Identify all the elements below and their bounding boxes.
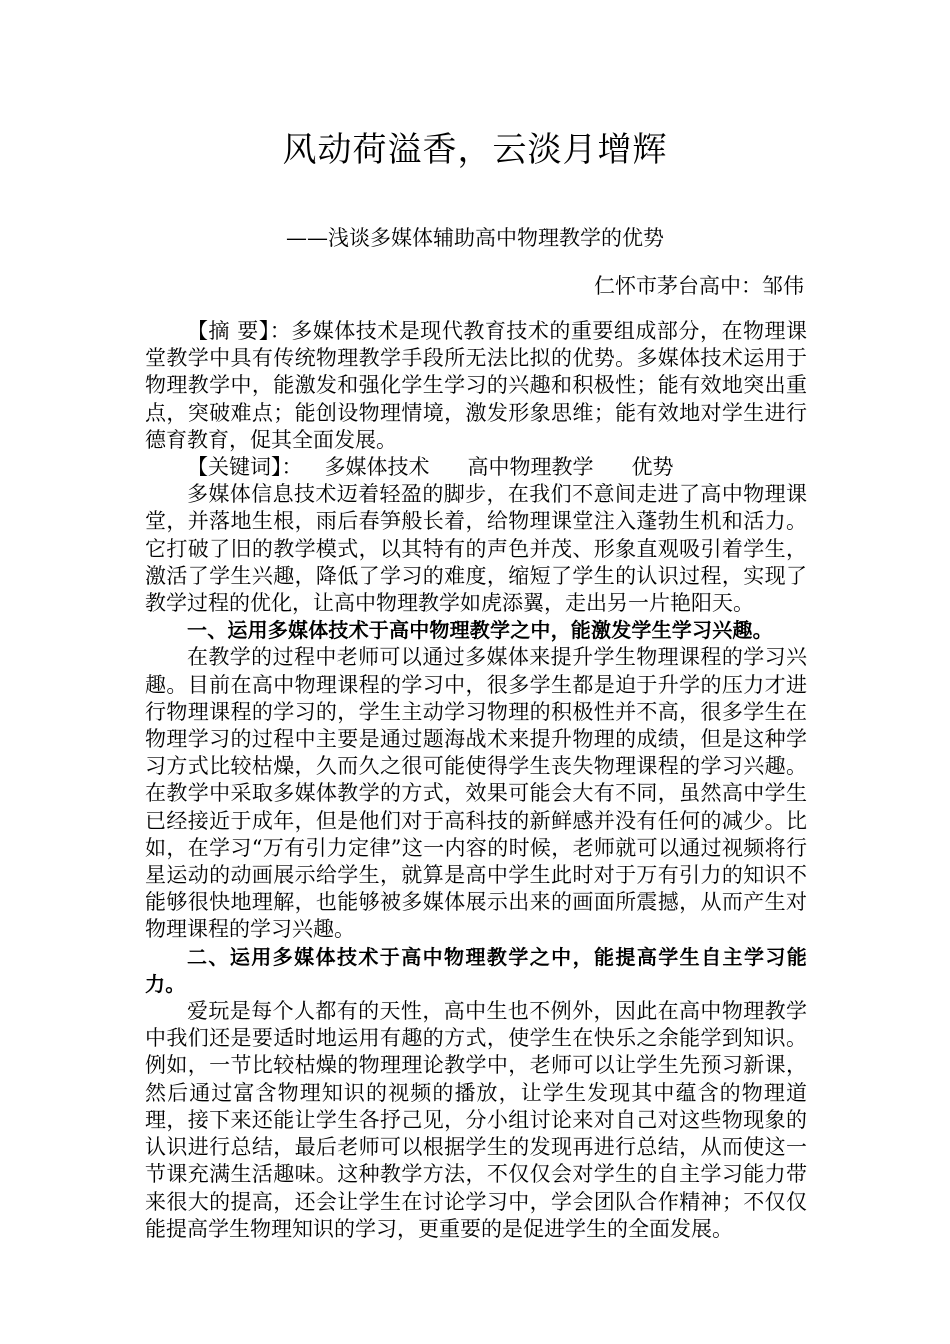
intro-paragraph: 多媒体信息技术迈着轻盈的脚步，在我们不意间走进了高中物理课堂，并落地生根，雨后春笋般长着，给物理课堂注入蓬勃生机和活力。它打破了旧的教学模式，以其特有的声色并茂、形象直观吸引着学生，激活了学生兴趣，降低了学习的难度，缩短了学生的认识过程，实现了教学过程的优化，让高中物理教学如虎添翼，走出另一片艳阳天。 [145,482,807,616]
author-line: 仁怀市茅台高中：邹伟 [594,274,804,298]
document-title: 风动荷溢香，云淡月增辉 [282,130,668,170]
keyword-item: 优势 [631,455,674,480]
section-heading-2: 二、运用多媒体技术于高中物理教学之中，能提高学生自主学习能力。 [145,944,807,996]
section-1-paragraph: 在教学的过程中老师可以通过多媒体来提升学生物理课程的学习兴趣。目前在高中物理课程的学习中，很多学生都是迫于升学的压力才进行物理课程的学习的，学生主动学习物理的积极性并不高，很多学生在物理学习的过程中主要是通过题海战术来提升物理的成绩，但是这种学习方式比较枯燥，久而久之很可能使得学生丧失物理课程的学习兴趣。在教学中采取多媒体教学的方式，效果可能会大有不同，虽然高中学生已经接近于成年，但是他们对于高科技的新鲜感并没有任何的减少。比如，在学习“万有引力定律”这一内容的时候，老师就可以通过视频将行星运动的动画展示给学生，就算是高中学生此时对于万有引力的知识不能够很快地理解，也能够被多媒体展示出来的画面所震撼，从而产生对物理课程的学习兴趣。 [145,645,807,942]
abstract-paragraph: 【摘 要】：多媒体技术是现代教育技术的重要组成部分，在物理课堂教学中具有传统物理教学手段所无法比拟的优势。多媒体技术运用于物理教学中，能激发和强化学生学习的兴趣和积极性；能有效地突出重点，突破难点；能创设物理情境，激发形象思维；能有效地对学生进行德育教育，促其全面发展。 [145,319,807,452]
keyword-item: 多媒体技术 [324,455,430,480]
keywords-line [145,454,807,481]
document-body [145,318,807,1243]
keyword-item: 高中物理教学 [467,455,594,480]
section-heading-1: 一、运用多媒体技术于高中物理教学之中，能激发学生学习兴趣。 [187,618,773,643]
keywords-label: 【关键词】： [187,455,303,480]
document-subtitle: ——浅谈多媒体辅助高中物理教学的优势 [286,226,664,250]
section-2-paragraph: 爱玩是每个人都有的天性，高中生也不例外，因此在高中物理教学中我们还是要适时地运用有趣的方式，使学生在快乐之余能学到知识。例如，一节比较枯燥的物理理论教学中，老师可以让学生先预习新课，然后通过富含物理知识的视频的播放，让学生发现其中蕴含的物理道理，接下来还能让学生各抒己见，分小组讨论来对自己对这些物现象的认识进行总结，最后老师可以根据学生的发现再进行总结，从而使这一节课充满生活趣味。这种教学方法，不仅仅会对学生的自主学习能力带来很大的提高，还会让学生在讨论学习中，学会团队合作精神；不仅仅能提高学生物理知识的学习，更重要的是促进学生的全面发展。 [145,999,807,1241]
